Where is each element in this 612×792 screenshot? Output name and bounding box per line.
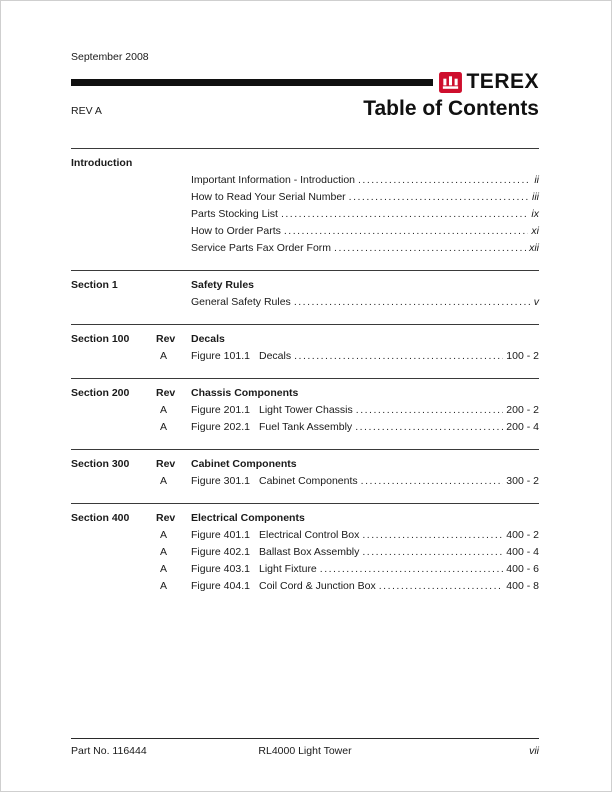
entry-page: 300 - 2 <box>506 475 539 487</box>
toc-section-200 <box>71 378 539 449</box>
dot-leader <box>358 172 531 189</box>
doc-date: September 2008 <box>71 51 149 63</box>
entry-figure: Figure 201.1 <box>191 404 250 416</box>
toc-section-400 <box>71 503 539 608</box>
entry-rev: A <box>160 580 168 592</box>
entry-title: General Safety Rules <box>191 296 291 308</box>
section-label: Section 400 <box>71 512 130 524</box>
dot-leader <box>361 473 504 490</box>
entry-title: Parts Stocking List <box>191 208 278 220</box>
section-label: Section 300 <box>71 458 130 470</box>
entry-title: How to Order Parts <box>191 225 281 237</box>
toc-entry <box>71 206 539 223</box>
section-rev-header: Rev <box>156 333 176 345</box>
entry-page: ii <box>534 174 539 186</box>
page-header <box>71 51 539 121</box>
toc-section-header <box>71 155 539 172</box>
entry-figure: Figure 402.1 <box>191 546 250 558</box>
entry-rev: A <box>160 404 168 416</box>
entry-title: Ballast Box Assembly <box>259 546 360 558</box>
toc-section-header <box>71 510 539 527</box>
toc-section-header <box>71 277 539 294</box>
toc-entry <box>71 189 539 206</box>
entry-rev: A <box>160 563 168 575</box>
entry-figure: Figure 403.1 <box>191 563 250 575</box>
entry-page: 200 - 4 <box>506 421 539 433</box>
dot-leader <box>349 189 529 206</box>
entry-page: xii <box>529 242 539 254</box>
entry-title: Cabinet Components <box>259 475 358 487</box>
toc-entry <box>71 240 539 257</box>
dot-leader <box>281 206 528 223</box>
entry-page: iii <box>532 191 539 203</box>
brand-row <box>71 70 539 94</box>
entry-page: 400 - 8 <box>506 580 539 592</box>
toc-section-header <box>71 385 539 402</box>
toc-entry <box>71 294 539 311</box>
entry-figure: Figure 301.1 <box>191 475 250 487</box>
toc-entry <box>71 419 539 436</box>
entry-page: v <box>533 296 539 308</box>
section-label: Section 200 <box>71 387 130 399</box>
section-rev-header <box>156 277 191 294</box>
section-title: Electrical Components <box>191 512 305 524</box>
dot-leader <box>334 240 526 257</box>
toc-entry <box>71 578 539 595</box>
terex-crown-icon <box>439 72 462 93</box>
entry-rev: A <box>160 475 168 487</box>
page-footer <box>71 738 539 757</box>
toc-entry <box>71 473 539 490</box>
header-rule <box>71 79 433 86</box>
toc-section-1 <box>71 270 539 324</box>
section-rev-header: Rev <box>156 512 176 524</box>
dot-leader <box>294 294 531 311</box>
section-title: Decals <box>191 333 225 345</box>
dot-leader <box>356 402 504 419</box>
toc-entry <box>71 561 539 578</box>
toc-entry <box>71 544 539 561</box>
toc-entry <box>71 172 539 189</box>
entry-page: xi <box>531 225 539 237</box>
entry-page: ix <box>531 208 539 220</box>
entry-page: 400 - 2 <box>506 529 539 541</box>
entry-page: 200 - 2 <box>506 404 539 416</box>
section-title <box>191 155 539 172</box>
dot-leader <box>294 348 503 365</box>
dot-leader <box>362 527 503 544</box>
doc-revision: REV A <box>71 105 102 117</box>
toc-entry <box>71 527 539 544</box>
entry-page: 100 - 2 <box>506 350 539 362</box>
dot-leader <box>379 578 504 595</box>
section-label: Introduction <box>71 157 133 169</box>
brand-name: TEREX <box>466 70 539 93</box>
footer-part-number: Part No. 116444 <box>71 745 147 757</box>
entry-title: Fuel Tank Assembly <box>259 421 353 433</box>
entry-title: Electrical Control Box <box>259 529 360 541</box>
entry-page: 400 - 6 <box>506 563 539 575</box>
footer-page-number: vii <box>529 745 539 757</box>
table-of-contents <box>71 148 539 608</box>
entry-figure: Figure 401.1 <box>191 529 250 541</box>
toc-entry <box>71 348 539 365</box>
toc-entry <box>71 223 539 240</box>
entry-page: 400 - 4 <box>506 546 539 558</box>
terex-logo <box>439 70 539 94</box>
dot-leader <box>362 544 503 561</box>
entry-title: Service Parts Fax Order Form <box>191 242 332 254</box>
section-rev-header: Rev <box>156 387 176 399</box>
dot-leader <box>284 223 529 240</box>
toc-section-300 <box>71 449 539 503</box>
section-title: Chassis Components <box>191 387 299 399</box>
entry-title: Light Fixture <box>259 563 317 575</box>
section-label: Section 1 <box>71 279 118 291</box>
entry-figure: Figure 404.1 <box>191 580 250 592</box>
entry-title: Important Information - Introduction <box>191 174 355 186</box>
title-row <box>71 97 539 121</box>
entry-title: How to Read Your Serial Number <box>191 191 346 203</box>
section-rev-header <box>156 155 191 172</box>
entry-figure: Figure 202.1 <box>191 421 250 433</box>
section-title: Cabinet Components <box>191 458 297 470</box>
dot-leader <box>355 419 503 436</box>
footer-product-name: RL4000 Light Tower <box>258 745 352 757</box>
toc-section-introduction <box>71 148 539 270</box>
section-rev-header: Rev <box>156 458 176 470</box>
entry-title: Light Tower Chassis <box>259 404 353 416</box>
toc-section-100 <box>71 324 539 378</box>
page-title: Table of Contents <box>363 97 539 120</box>
section-title: Safety Rules <box>191 279 255 291</box>
entry-figure: Figure 101.1 <box>191 350 250 362</box>
entry-rev: A <box>160 421 168 433</box>
section-label: Section 100 <box>71 333 130 345</box>
toc-section-header <box>71 456 539 473</box>
entry-rev: A <box>160 529 168 541</box>
dot-leader <box>320 561 504 578</box>
entry-title: Decals <box>259 350 292 362</box>
entry-rev: A <box>160 350 168 362</box>
entry-rev: A <box>160 546 168 558</box>
toc-entry <box>71 402 539 419</box>
toc-section-header <box>71 331 539 348</box>
entry-title: Coil Cord & Junction Box <box>259 580 376 592</box>
